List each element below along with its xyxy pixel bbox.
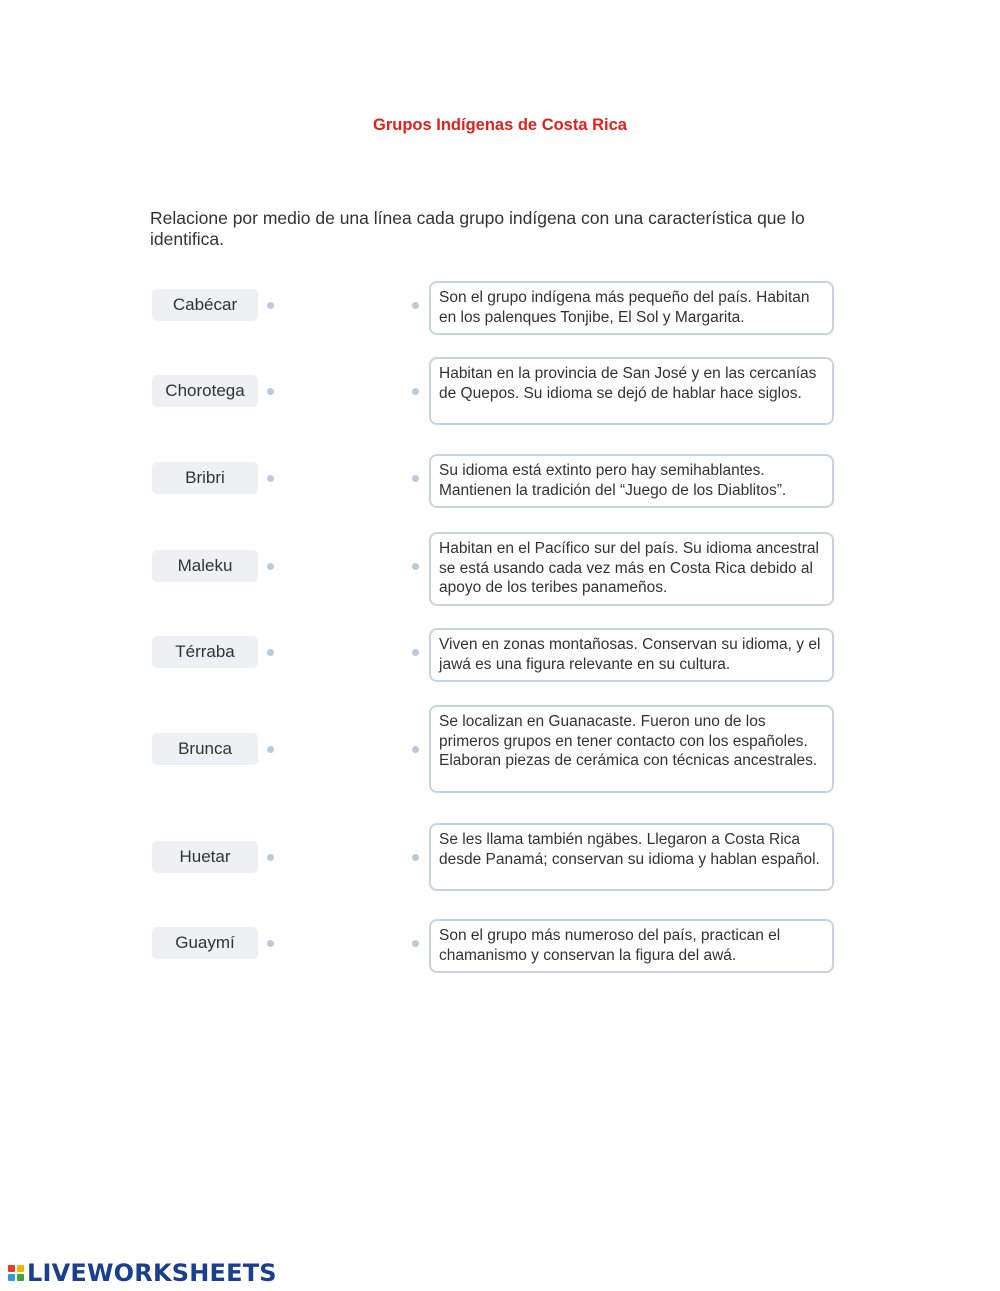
- right-connector-dot[interactable]: [412, 854, 419, 861]
- match-row: [0, 628, 1000, 676]
- logo-blocks-icon: [8, 1265, 24, 1281]
- left-connector-dot[interactable]: [267, 475, 274, 482]
- description-box[interactable]: Su idioma está extinto pero hay semihablantes. Mantienen la tradición del “Juego de los Diablitos”.: [429, 454, 834, 508]
- logo-block: [8, 1265, 15, 1272]
- right-connector-dot[interactable]: [412, 475, 419, 482]
- description-box[interactable]: Son el grupo más numeroso del país, practican el chamanismo y conservan la figura del awá.: [429, 919, 834, 973]
- description-box[interactable]: Habitan en la provincia de San José y en las cercanías de Quepos. Su idioma se dejó de hablar hace siglos.: [429, 357, 834, 425]
- match-row: [0, 823, 1000, 891]
- group-label[interactable]: Cabécar: [152, 289, 258, 321]
- left-connector-dot[interactable]: [267, 388, 274, 395]
- group-label[interactable]: Brunca: [152, 733, 258, 765]
- match-row: [0, 705, 1000, 793]
- group-label[interactable]: Bribri: [152, 462, 258, 494]
- logo-block: [17, 1265, 24, 1272]
- left-connector-dot[interactable]: [267, 854, 274, 861]
- logo-text: LIVEWORKSHEETS: [27, 1259, 277, 1287]
- match-row: [0, 357, 1000, 425]
- left-connector-dot[interactable]: [267, 302, 274, 309]
- match-row: [0, 281, 1000, 329]
- match-row: [0, 532, 1000, 600]
- description-box[interactable]: Se les llama también ngäbes. Llegaron a Costa Rica desde Panamá; conservan su idioma y hablan español.: [429, 823, 834, 891]
- group-label[interactable]: Guaymí: [152, 927, 258, 959]
- right-connector-dot[interactable]: [412, 940, 419, 947]
- group-label[interactable]: Chorotega: [152, 375, 258, 407]
- left-connector-dot[interactable]: [267, 940, 274, 947]
- description-box[interactable]: Habitan en el Pacífico sur del país. Su idioma ancestral se está usando cada vez más en Costa Rica debido al apoyo de los teribes panameños.: [429, 532, 834, 606]
- group-label[interactable]: Térraba: [152, 636, 258, 668]
- logo-block: [17, 1274, 24, 1281]
- left-connector-dot[interactable]: [267, 746, 274, 753]
- right-connector-dot[interactable]: [412, 746, 419, 753]
- group-label[interactable]: Huetar: [152, 841, 258, 873]
- description-box[interactable]: Viven en zonas montañosas. Conservan su idioma, y el jawá es una figura relevante en su cultura.: [429, 628, 834, 682]
- liveworksheets-logo: [8, 1259, 277, 1287]
- match-row: [0, 454, 1000, 502]
- instruction-text: Relacione por medio de una línea cada grupo indígena con una característica que lo identifica.: [150, 208, 805, 249]
- left-connector-dot[interactable]: [267, 563, 274, 570]
- description-box[interactable]: Son el grupo indígena más pequeño del país. Habitan en los palenques Tonjibe, El Sol y Margarita.: [429, 281, 834, 335]
- right-connector-dot[interactable]: [412, 649, 419, 656]
- logo-block: [8, 1274, 15, 1281]
- right-connector-dot[interactable]: [412, 563, 419, 570]
- page-title: Grupos Indígenas de Costa Rica: [373, 116, 627, 134]
- left-connector-dot[interactable]: [267, 649, 274, 656]
- group-label[interactable]: Maleku: [152, 550, 258, 582]
- right-connector-dot[interactable]: [412, 302, 419, 309]
- description-box[interactable]: Se localizan en Guanacaste. Fueron uno de los primeros grupos en tener contacto con los españoles. Elaboran piezas de cerámica con técnicas ancestrales.: [429, 705, 834, 793]
- right-connector-dot[interactable]: [412, 388, 419, 395]
- match-row: [0, 919, 1000, 967]
